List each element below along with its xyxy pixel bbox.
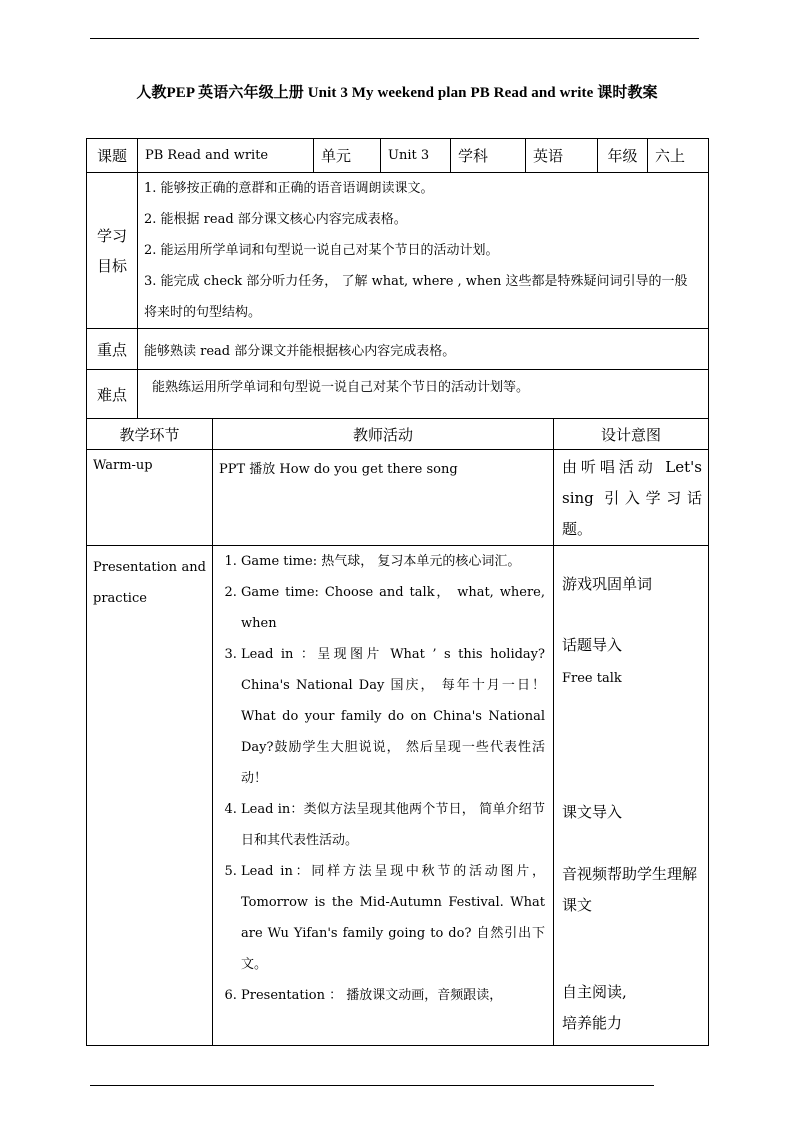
- warmup-stage: Warm-up: [87, 450, 213, 546]
- activity-list: [213, 546, 545, 1011]
- process-header-row: [87, 419, 709, 450]
- goals-list: [144, 173, 700, 328]
- intent-item: 音视频帮助学生理解课文: [562, 865, 698, 914]
- teaching-process-table: [86, 418, 709, 1046]
- presentation-intents: [554, 546, 709, 1046]
- topic-value: PB Read and write: [138, 139, 314, 173]
- presentation-row: [87, 546, 709, 1046]
- goal-item: 2. 能根据 read 部分课文核心内容完成表格。: [144, 212, 407, 227]
- intent-item: 游戏巩固单词: [562, 575, 653, 593]
- teacher-activity-header: 教师活动: [213, 419, 554, 450]
- activity-item: 5. Lead in：同样方法呈现中秋节的活动图片，Tomorrow is the Mid-Autumn Festival. What are Wu Yifan's family going to do? 自然引出下文。: [241, 856, 545, 980]
- difficulty-text: 能熟练运用所学单词和句型说一说自己对某个节日的活动计划等。: [138, 370, 709, 419]
- lesson-info-table: [86, 138, 709, 419]
- activity-item: 2. Game time: Choose and talk， what, where, when: [241, 577, 545, 639]
- activity-item: 4. Lead in：类似方法呈现其他两个节日， 简单介绍节日和其代表性活动。: [241, 794, 545, 856]
- footer-rule: [90, 1085, 654, 1086]
- intent-item: 自主阅读,: [562, 983, 627, 1001]
- unit-label: 单元: [314, 139, 381, 173]
- grade-value: 六上: [648, 139, 709, 173]
- intent-item: 课文导入: [562, 803, 623, 821]
- stage-header: 教学环节: [87, 419, 213, 450]
- intent-item: 培养能力: [562, 1014, 623, 1032]
- subject-value: 英语: [526, 139, 598, 173]
- activity-item: 1. Game time: 热气球， 复习本单元的核心词汇。: [241, 546, 545, 577]
- key-point-row: [87, 329, 709, 370]
- design-intent-header: 设计意图: [554, 419, 709, 450]
- warmup-row: [87, 450, 709, 546]
- goal-item: 2. 能运用所学单词和句型说一说自己对某个节日的活动计划。: [144, 243, 499, 258]
- topic-label: 课题: [87, 139, 138, 173]
- presentation-activities: [213, 546, 554, 1046]
- intent-item: Free talk: [562, 671, 622, 686]
- goal-item: 1. 能够按正确的意群和正确的语音语调朗读课文。: [144, 181, 434, 196]
- warmup-intent: 由听唱活动 Let's sing 引入学习话题。: [554, 450, 709, 546]
- activity-item: 6. Presentation ： 播放课文动画，音频跟读，: [241, 980, 545, 1011]
- header-rule: [90, 38, 699, 39]
- goals-content: [138, 173, 709, 329]
- goal-item: 3. 能完成 check 部分听力任务， 了解 what, where , when 这些都是特殊疑问词引导的一般将来时的句型结构。: [144, 274, 688, 320]
- intent-item: 话题导入: [562, 636, 623, 654]
- subject-label: 学科: [451, 139, 526, 173]
- info-row: [87, 139, 709, 173]
- goals-row: [87, 173, 709, 329]
- grade-label: 年级: [598, 139, 648, 173]
- activity-item: 3. Lead in ：呈现图片 What ’ s this holiday?China's National Day 国庆， 每年十月一日！ What do your family do on China's National Day?鼓励学生大胆说说， 然后呈现一些代表性活动！: [241, 639, 545, 794]
- presentation-stage: Presentation and practice: [87, 546, 213, 1046]
- goals-label: 学习 目标: [87, 173, 138, 329]
- warmup-activity: PPT 播放 How do you get there song: [213, 450, 554, 546]
- document-title: 人教PEP 英语六年级上册 Unit 3 My weekend plan PB Read and write 课时教案: [136, 85, 658, 101]
- difficulty-row: [87, 370, 709, 419]
- key-point-label: 重点: [87, 329, 138, 370]
- unit-value: Unit 3: [381, 139, 451, 173]
- difficulty-label: 难点: [87, 370, 138, 419]
- key-point-text: 能够熟读 read 部分课文并能根据核心内容完成表格。: [138, 329, 709, 370]
